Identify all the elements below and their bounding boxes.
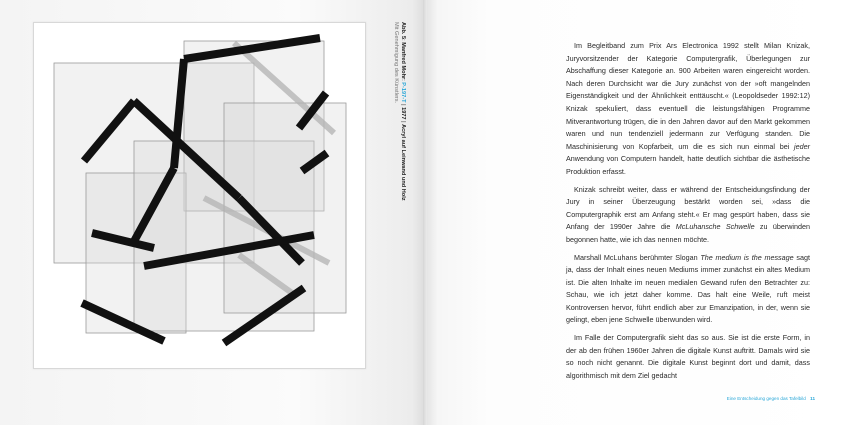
paragraph: Im Falle der Computergrafik sieht das so aus. Sie ist die erste Form, in der ab den frühen 1960er Jahren die digitale Kunst auftritt. Damals wird sie so noch nicht genannt. Die digitale Kunst beginnt dort und damit, dass algorithmisch mit dem Ziel gedacht: [566, 333, 810, 380]
figure-credit: Mit Genehmigung des Künstlers.: [393, 22, 399, 104]
figure-caption: Abb. 5: Manfred Mohr: P-197-T | 1977 | Acryl auf Leinwand und Holz Mit Genehmigung des Künstlers.: [380, 22, 406, 367]
body-text-column: [566, 40, 810, 387]
figure-title: P-197-T: [400, 82, 406, 103]
page-number: 11: [810, 396, 815, 401]
figure-artist: Manfred Mohr: [400, 42, 406, 80]
figure-label: Abb. 5: [400, 22, 406, 40]
running-title: Eine Entscheidung gegen das Tafelbild: [726, 396, 806, 401]
running-footer: [700, 396, 815, 401]
figure-medium: Acryl auf Leinwand und Holz: [400, 124, 406, 201]
artwork-image: [33, 22, 366, 369]
figure-year: 1977: [400, 107, 406, 120]
paragraph: Marshall McLuhans berühmter Slogan The medium is the message sagt ja, dass der Inhalt eines neuen Mediums immer zunächst ein altes Medium ist. Die alten Inhalte im neuen medialen Gewand rufen den Betrachter zu: Schau, wie ich jetzt daher komme. Das halt eine Weile, ruft meist Kontroversen hervor, führt endlich aber zur Emanzipation, in der, wenn sie gelingt, eben jene Schwelle überwunden wird.: [566, 252, 810, 325]
book-gutter: [423, 0, 427, 425]
paragraph: Im Begleitband zum Prix Ars Electronica 1992 stellt Milan Knizak, Juryvorsitzender der Kategorie Computergrafik, Überlegungen zur Abschaffung dieser Kategorie an. 900 Arbeiten waren eingereicht worden. Nach deren Durchsicht war die Jury zunächst von der »oft mangelnden Eigenständigkeit und der Ähnlichkeit enttäuscht.« (Leopoldseder 1992:12) Knizak spekuliert, dass eventuell die leistungsfähigen Programme Mitverantwortung trügen, die in den Jahren davor auf den Markt gekommen waren und nun tendenziell jedermann zur Verfügung standen. Die Maschinisierung von Kopfarbeit, um die es sich nun einmal bei jeder Anwendung von Computern handelt, hatte deutlich sichtbar die ästhetische Produktion erfasst.: [566, 41, 810, 176]
paragraph: Knizak schreibt weiter, dass er während der Entscheidungsfindung der Jury in seiner Überzeugung bestärkt worden sei, »dass die Computergraphik erst am Anfang steht.« Er mag gespürt haben, dass sie Anfang der 1990er Jahre die McLuhansche Schwelle zu überwinden begonnen hatte, wie ich das nennen möchte.: [566, 184, 810, 244]
